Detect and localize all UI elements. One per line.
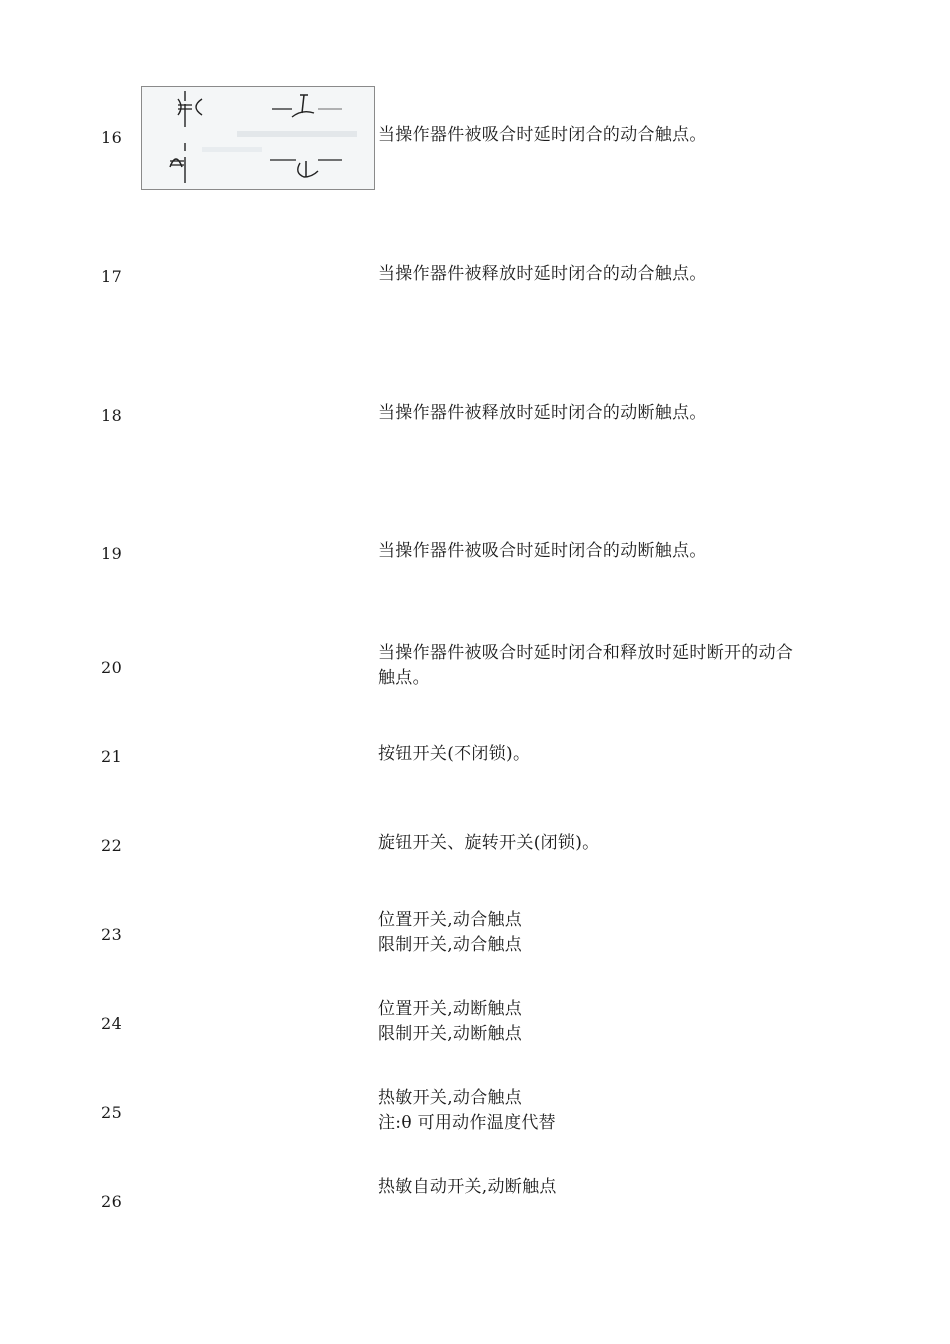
description-line: 当操作器件被吸合时延时闭合和释放时延时断开的动合 <box>378 643 794 663</box>
description-line: 当操作器件被吸合时延时闭合的动合触点。 <box>378 125 707 145</box>
row-description <box>378 123 858 148</box>
row-description <box>378 1175 858 1200</box>
description-line: 限制开关,动合触点 <box>378 935 523 955</box>
row-description <box>378 1086 858 1136</box>
description-line: 当操作器件被释放时延时闭合的动断触点。 <box>378 403 707 423</box>
row-number: 22 <box>101 836 123 855</box>
row-number: 25 <box>101 1103 123 1122</box>
row-number: 23 <box>101 925 123 944</box>
row-description <box>378 908 858 958</box>
description-line: 位置开关,动合触点 <box>378 910 523 930</box>
row-description <box>378 401 858 426</box>
row-description <box>378 262 858 287</box>
description-line: 热敏自动开关,动断触点 <box>378 1177 557 1197</box>
description-line: 触点。 <box>378 668 430 688</box>
row-description <box>378 641 858 691</box>
row-number: 16 <box>101 128 123 147</box>
description-line: 旋钮开关、旋转开关(闭锁)。 <box>378 833 600 853</box>
row-number: 24 <box>101 1014 123 1033</box>
row-description <box>378 997 858 1047</box>
row-number: 18 <box>101 406 123 425</box>
row-description <box>378 742 858 767</box>
row-number: 19 <box>101 544 123 563</box>
description-line: 当操作器件被释放时延时闭合的动合触点。 <box>378 264 707 284</box>
description-line: 热敏开关,动合触点 <box>378 1088 523 1108</box>
row-number: 17 <box>101 267 123 286</box>
description-line: 按钮开关(不闭锁)。 <box>378 744 531 764</box>
row-description <box>378 831 858 856</box>
description-line: 限制开关,动断触点 <box>378 1024 523 1044</box>
row-number: 20 <box>101 658 123 677</box>
description-line: 位置开关,动断触点 <box>378 999 523 1019</box>
row-number: 21 <box>101 747 123 766</box>
description-line: 当操作器件被吸合时延时闭合的动断触点。 <box>378 541 707 561</box>
description-line: 注:θ 可用动作温度代替 <box>378 1113 556 1133</box>
row-number: 26 <box>101 1192 123 1211</box>
row-description <box>378 539 858 564</box>
delayed-contact-symbols-icon <box>141 86 375 190</box>
